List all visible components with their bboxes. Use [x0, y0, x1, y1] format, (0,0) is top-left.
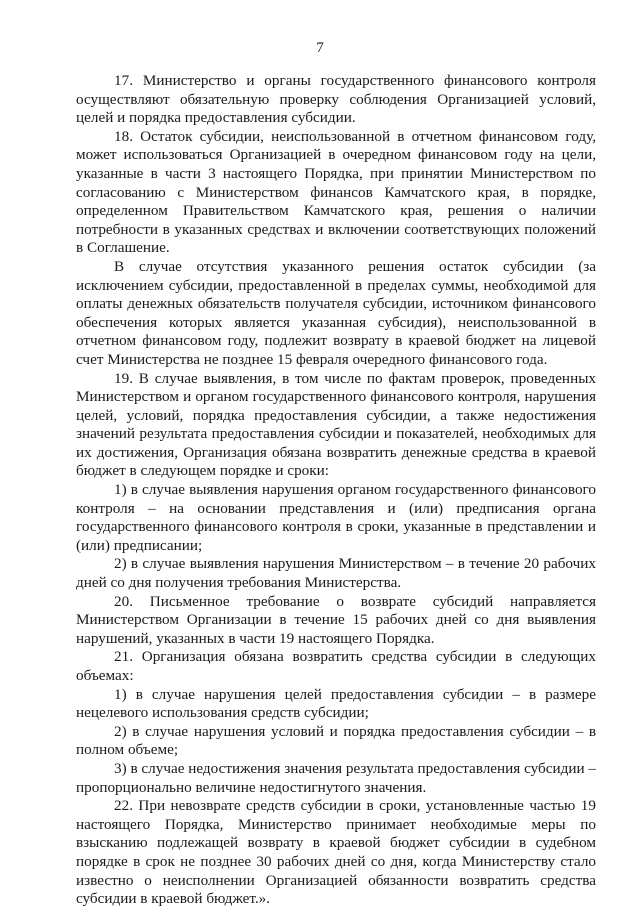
paragraph-21-item-1: 1) в случае нарушения целей предоставления субсидии – в размере нецелевого использования средств субсидии; [76, 685, 596, 722]
paragraph-21: 21. Организация обязана возвратить средства субсидии в следующих объемах: [76, 648, 596, 684]
paragraph-20: 20. Письменное требование о возврате субсидий направляется Министерством Организации в течение 15 рабочих дней со дня выявления нарушений, указанных в части 19 настоящего Порядка. [76, 592, 596, 647]
paragraph-19-item-1: 1) в случае выявления нарушения органом государственного финансового контроля – на основании представления и (или) предписания органа государственного финансового контроля в сроки, указанные в представлении и (или) предписании; [76, 481, 596, 554]
paragraph-21-item-2: 2) в случае нарушения условий и порядка предоставления субсидии – в полном объеме; [76, 722, 596, 759]
page-number: 7 [316, 40, 324, 56]
document-body [76, 72, 596, 909]
paragraph-22: 22. При невозврате средств субсидии в сроки, установленные частью 19 настоящего Порядка, Министерство принимает необходимые меры по взысканию подлежащей возврату в краевой бюджет субсидии в судебном порядке в срок не позднее 30 рабочих дней со дня, когда Министерству стало известно о неисполнении Организацией обязанности возвратить средства субсидии в краевой бюджет.». [76, 797, 596, 908]
paragraph-21-item-3: 3) в случае недостижения значения результата предоставления субсидии – пропорционально величине недостигнутого значения. [76, 759, 596, 796]
paragraph-18: 18. Остаток субсидии, неиспользованной в отчетном финансовом году, может использоваться Организацией в очередном финансовом году на цели, указанные в части 3 настоящего Порядка, при принятии Министерством по согласованию с Министерством финансов Камчатского края, в порядке, определенном Правительством Камчатского края, решения о наличии потребности в указанных средствах и включении соответствующих положений в Соглашение. [76, 127, 596, 257]
paragraph-17: 17. Министерство и органы государственного финансового контроля осуществляют обязательную проверку соблюдения Организацией условий, целей и порядка предоставления субсидии. [76, 72, 596, 127]
paragraph-19: 19. В случае выявления, в том числе по фактам проверок, проведенных Министерством и органом государственного финансового контроля, нарушения целей, условий, порядка предоставления субсидии, а также недостижения значений результата предоставления субсидии и показателей, необходимых для их достижения, Организация обязана возвратить денежные средства в краевой бюджет в следующем порядке и сроки: [76, 369, 596, 480]
paragraph-19-item-2: 2) в случае выявления нарушения Министерством – в течение 20 рабочих дней со дня получения требования Министерства. [76, 555, 596, 592]
paragraph-18-continued: В случае отсутствия указанного решения остаток субсидии (за исключением субсидии, предоставленной в пределах суммы, необходимой для оплаты денежных обязательств получателя субсидии, источником финансового обеспечения которых является указанная субсидия), неиспользованной в отчетном финансовом году, подлежит возврату в краевой бюджет на лицевой счет Министерства не позднее 15 февраля очередного финансового года. [76, 257, 596, 368]
